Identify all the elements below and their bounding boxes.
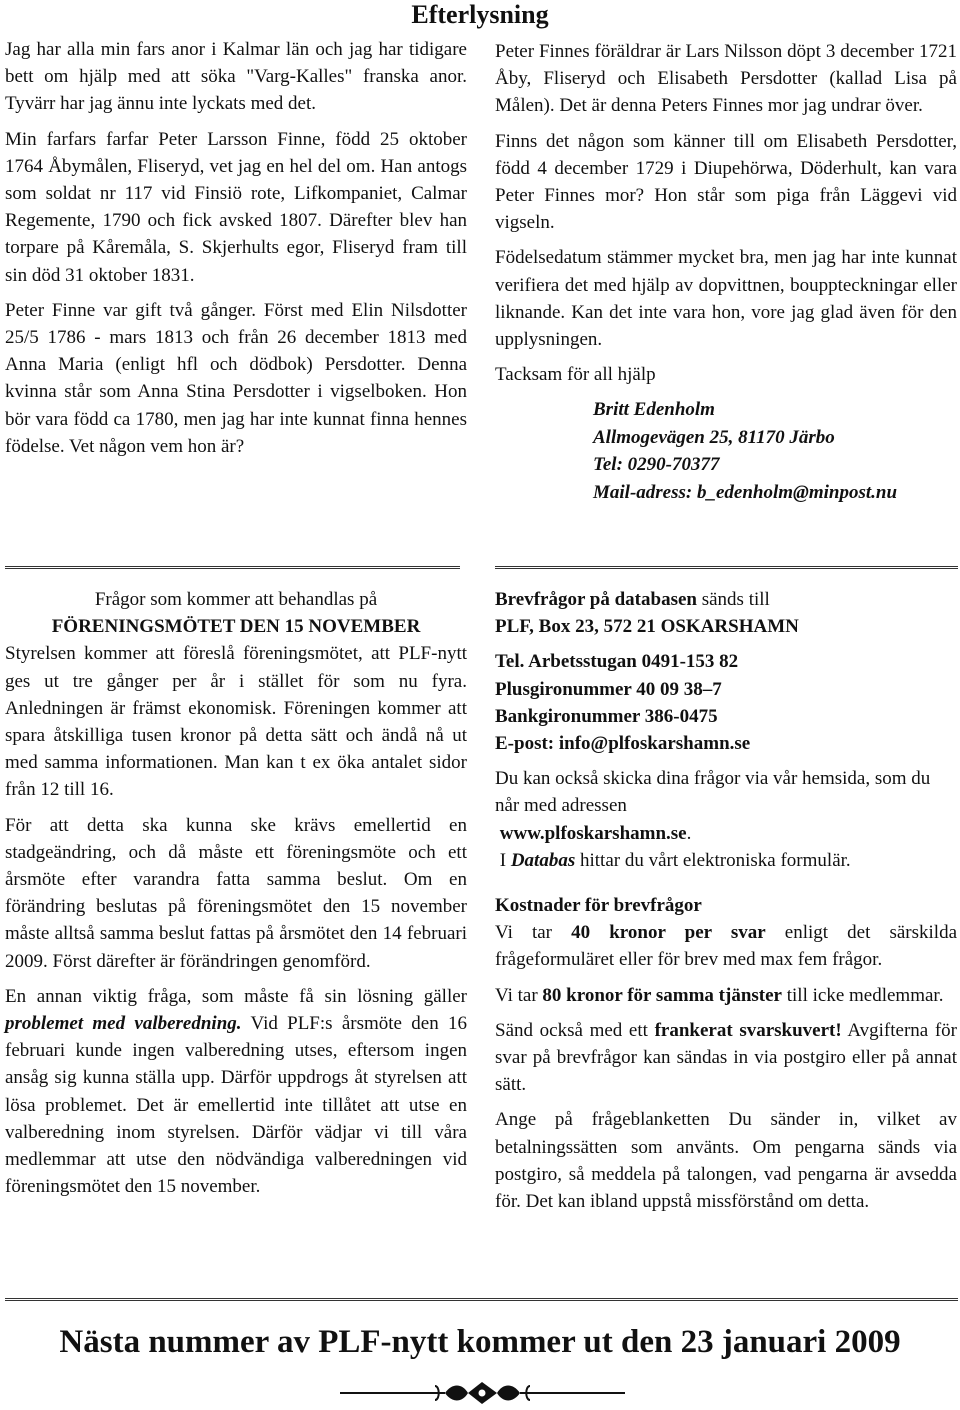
text: Sänd också med ett: [495, 1019, 648, 1041]
meeting-intro: Frågor som kommer att behandlas på: [94, 589, 378, 610]
mail-address: PLF, Box 23, 572 21 OSKARSHAMN: [495, 616, 799, 638]
text: En annan viktig fråga, som måste få sin lösning gäller: [5, 985, 467, 1007]
paragraph: För att detta ska kunna ske krävs emellertid en stadgeändring, och då måste ett föreningsmöte och ett årsmöte efter varandra fatta samma beslut. Om en förändring beslutas på föreningsmötet den 15 november måste alltså samma beslut fattas på årsmötet den 14 februari 2009. Först därefter är förändringen genomförd.: [5, 814, 467, 972]
emphasis-text: Databas: [510, 849, 576, 871]
meeting-heading: FÖRENINGSMÖTET DEN 15 NOVEMBER: [51, 616, 421, 638]
text: Vid PLF:s årsmöte den 16 februari kunde ingen valberedning utses, eftersom ingen ansåg sig kunna ställa upp. Därför uppdrogs åt styrelsen att lösa problemet. Det är emellertid inte tillåtet att utse en valberedning inom styrelsen. Därför vädjar vi till våra medlemmar att utse den nödvändiga valberedningen vid föreningsmötet den 15 november.: [5, 1013, 467, 1198]
right-top-column: [495, 38, 957, 506]
divider: [5, 566, 460, 569]
text: Vi tar: [495, 984, 538, 1006]
paragraph: [5, 983, 467, 1201]
paragraph: Styrelsen kommer att föreslå föreningsmötet, att PLF-nytt ges ut tre gånger per år i stället för som nu fyra. Anledningen är främst ekonomisk. Föreningen kommer att spara åtskilliga tusen kronor på detta sätt och ändå nå ut med samma informationen. Man kan t ex öka antalet sidor från 12 till 16.: [5, 643, 467, 801]
paragraph: Födelsedatum stämmer mycket bra, men jag har inte kunnat verifiera det med hjälp av dopvittnen, bouppteckningar eller liknande. Kan det inte vara hon, vore jag glad även för den upplysningen.: [495, 247, 957, 351]
text: hittar du vårt elektroniska formulär.: [579, 849, 851, 871]
divider: [495, 566, 958, 569]
db-line: [495, 847, 957, 874]
signature-phone: Tel: 0290-70377: [593, 454, 720, 476]
paragraph: [495, 1017, 957, 1099]
cost-heading: Kostnader för brevfrågor: [495, 895, 702, 917]
text: Avgifterna för svar på brevfrågor kan sändas in via postgiro eller på annat sätt.: [495, 1019, 958, 1096]
paragraph: [495, 982, 957, 1009]
paragraph: Tacksam för all hjälp: [495, 364, 656, 386]
bankgiro: Bankgironummer 386-0475: [495, 705, 718, 727]
paragraph: Finns det någon som känner till om Elisabeth Persdotter, född 4 december 1729 i Diupehörwa, Döderhult, kan vara Peter Finnes mor? Hon står som piga från Läggevi vid vigseln.: [495, 130, 957, 234]
signature-address: Allmogevägen 25, 81170 Järbo: [593, 426, 835, 448]
paragraph: [495, 765, 957, 874]
emphasis-text: problemet med valberedning.: [5, 1013, 242, 1035]
text: Du kan också skicka dina frågor via vår hemsida, som du når med adressen: [495, 768, 931, 817]
next-issue-heading: Nästa nummer av PLF-nytt kommer ut den 23 januari 2009: [59, 1324, 901, 1360]
text: .: [686, 822, 692, 844]
paragraph: Peter Finnes föräldrar är Lars Nilsson döpt 3 december 1721 Åby, Fliseryd och Elisabeth Persdotter (kallad Lisa på Målen). Det är denna Peters Finnes mor jag undrar över.: [495, 41, 957, 117]
paragraph: Jag har alla min fars anor i Kalmar län och jag har tidigare bett om hjälp med att söka "Varg-Kalles" franska anor. Tyvärr har jag ännu inte lyckats med det.: [5, 39, 467, 115]
left-top-column: [5, 36, 467, 468]
cost-section: [495, 892, 957, 974]
text: enligt det särskilda frågeformuläret eller för brev med max fem frågor.: [495, 922, 958, 971]
text: Vi tar: [495, 922, 553, 944]
bold-text: frankerat svarskuvert!: [654, 1019, 842, 1041]
paragraph: Min farfars farfar Peter Larsson Finne, född 25 oktober 1764 Åbymålen, Fliseryd, vet jag en hel del om. Han antogs som soldat nr 117 vid Finsiö rote, Lifkompaniet, Calmar Regemente, 1790 och fick avsked 1807. Därefter blev han torpare på Kåremåla, S. Skjerhults egor, Fliseryd fram till sin död 31 oktober 1831.: [5, 128, 467, 286]
left-bottom-column: [5, 586, 467, 1208]
signature-email: Mail-adress: b_edenholm@minpost.nu: [593, 481, 898, 503]
web-line: [495, 820, 957, 847]
website-link[interactable]: www.plfoskarshamn.se: [499, 822, 687, 844]
plusgiro: Plusgironummer 40 09 38–7: [495, 678, 722, 700]
text: I: [499, 849, 507, 871]
contact-block: [495, 648, 957, 757]
paragraph: [495, 586, 957, 640]
text: sänds till: [701, 589, 770, 610]
paragraph: Ange på frågeblanketten Du sänder in, vilket av betalningssätten som använts. Om pengarna sänds via postgiro, så meddela på talongen, vad pengarna är avsedda för. Det kan ibland uppstå missförstånd om detta.: [495, 1109, 957, 1213]
phone: Tel. Arbetsstugan 0491-153 82: [495, 651, 739, 673]
section-title: Efterlysning: [411, 0, 549, 29]
signature-name: Britt Edenholm: [593, 399, 715, 421]
ornament-divider-icon: [340, 1380, 625, 1406]
right-bottom-column: [495, 586, 957, 1223]
divider: [5, 1298, 958, 1301]
paragraph: Peter Finne var gift två gånger. Först med Elin Nilsdotter 25/5 1786 - mars 1813 och från 26 december 1813 med Anna Maria (enligt hfl och dödbok) Persdotter. Denna kvinna står som Anna Stina Persdotter i vigselboken. Hon bör vara född ca 1780, men jag har inte kunnat finna hennes födelse. Vet någon vem hon är?: [5, 299, 467, 457]
email: E-post: info@plfoskarshamn.se: [495, 733, 751, 755]
mail-label: Brevfrågor på databasen: [495, 589, 697, 610]
bold-text: 80 kronor för samma tjänster: [542, 984, 782, 1006]
signature-block: [593, 396, 957, 506]
bold-text: 40 kronor per svar: [571, 922, 766, 944]
text: till icke medlemmar.: [786, 984, 944, 1006]
